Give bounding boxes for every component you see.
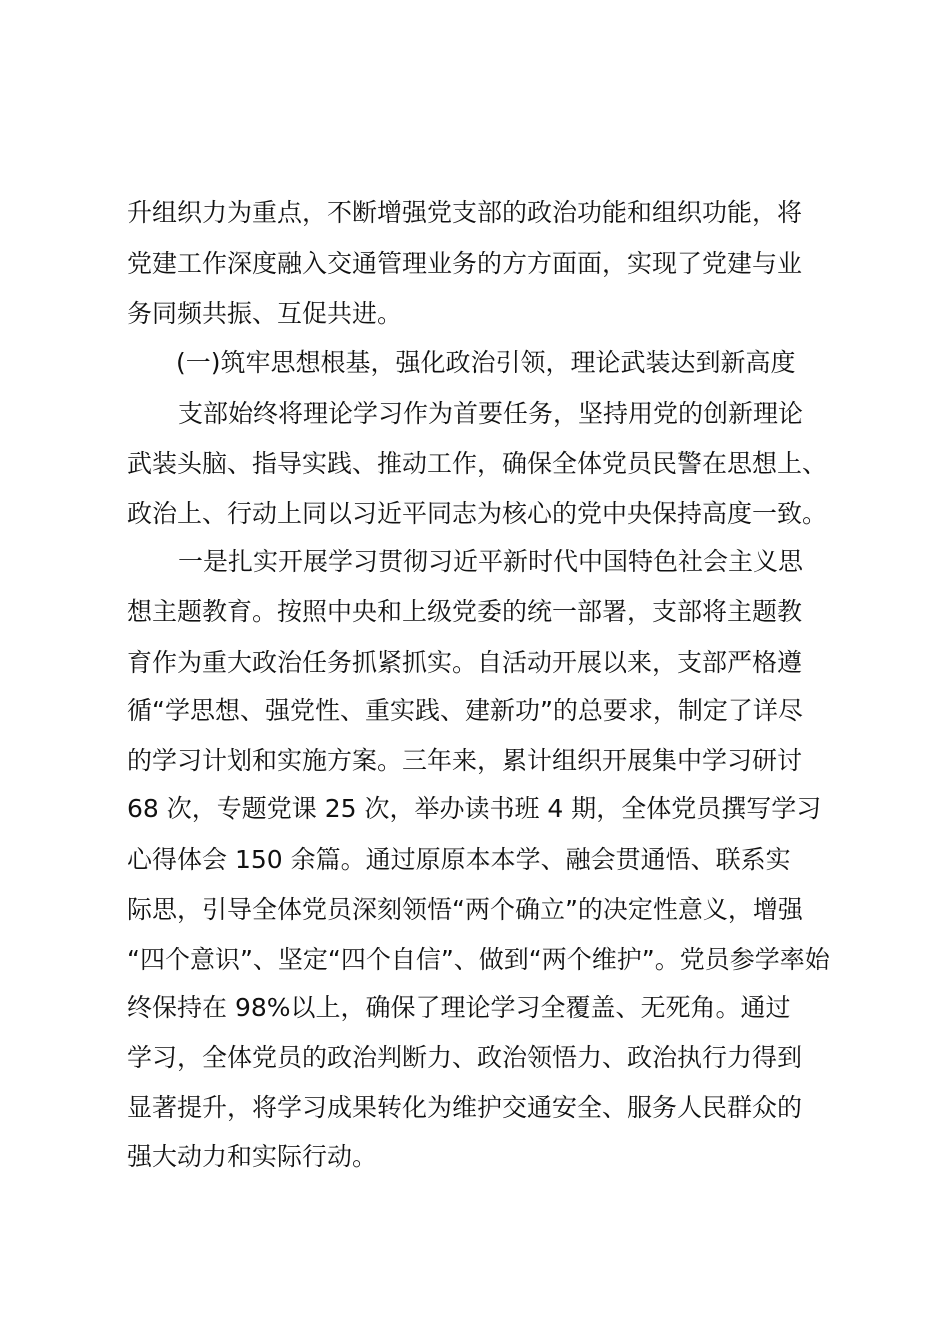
section-heading: (一)筑牢思想根基，强化政治引领，理论武装达到新高度 — [176, 348, 796, 377]
text-line: 68 次，专题党课 25 次，举办读书班 4 期，全体党员撰写学习 — [127, 794, 822, 823]
text-line: 终保持在 98%以上，确保了理论学习全覆盖、无死角。通过 — [127, 993, 791, 1022]
text-line: 党建工作深度融入交通管理业务的方方面面，实现了党建与业 — [127, 249, 803, 278]
text-line: 育作为重大政治任务抓紧抓实。自活动开展以来，支部严格遵 — [127, 648, 803, 677]
text-line: 学习，全体党员的政治判断力、政治领悟力、政治执行力得到 — [127, 1043, 803, 1072]
text-line: 支部始终将理论学习作为首要任务，坚持用党的创新理论 — [178, 399, 804, 428]
text-line: 心得体会 150 余篇。通过原原本本学、融会贯通悟、联系实 — [127, 845, 791, 874]
text-line: 政治上、行动上同以习近平同志为核心的党中央保持高度一致。 — [127, 499, 828, 528]
text-line: 一是扎实开展学习贯彻习近平新时代中国特色社会主义思 — [178, 547, 804, 576]
text-line: 强大动力和实际行动。 — [127, 1142, 378, 1171]
text-line: 务同频共振、互促共进。 — [127, 299, 403, 328]
text-line: 际思，引导全体党员深刻领悟“两个确立”的决定性意义，增强 — [127, 895, 803, 924]
text-line: 武装头脑、指导实践、推动工作，确保全体党员民警在思想上、 — [127, 449, 828, 478]
text-line: 升组织力为重点，不断增强党支部的政治功能和组织功能，将 — [127, 198, 803, 227]
text-line: 的学习计划和实施方案。三年来，累计组织开展集中学习研讨 — [127, 746, 803, 775]
text-line: 显著提升，将学习成果转化为维护交通安全、服务人民群众的 — [127, 1093, 803, 1122]
text-line: 循“学思想、强党性、重实践、建新功”的总要求，制定了详尽 — [127, 696, 803, 725]
text-line: “四个意识”、坚定“四个自信”、做到“两个维护”。党员参学率始 — [127, 945, 830, 974]
text-line: 想主题教育。按照中央和上级党委的统一部署，支部将主题教 — [127, 597, 803, 626]
